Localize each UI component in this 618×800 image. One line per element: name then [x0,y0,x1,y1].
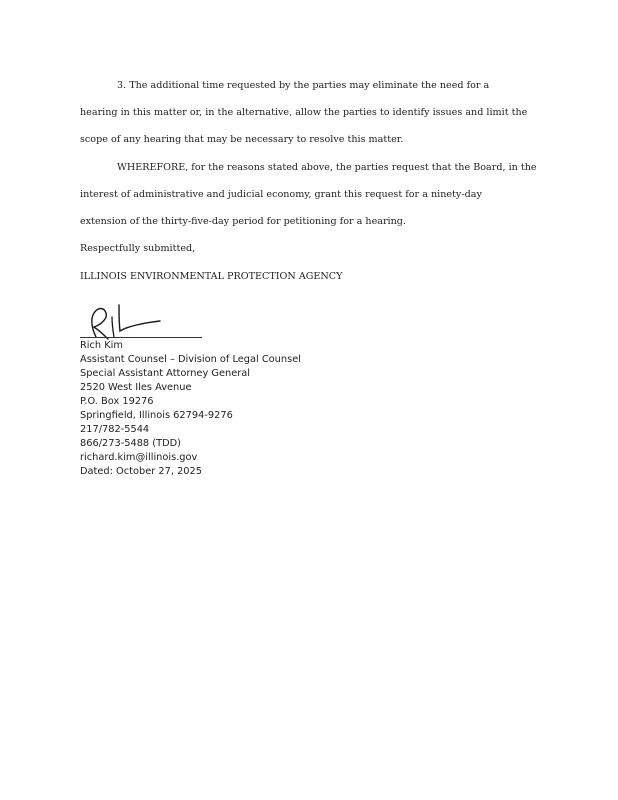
phone-number: 217/782-5544 [80,424,150,435]
wherefore-line-3: extension of the thirty-five-day period for petitioning for a hearing. [80,216,407,227]
email-address: richard.kim@illinois.gov [80,452,198,463]
signature-line [80,337,202,338]
signatory-role: Special Assistant Attorney General [80,368,250,379]
closing-salutation: Respectfully submitted, [80,243,196,254]
signatory-title: Assistant Counsel – Division of Legal Counsel [80,354,301,365]
agency-name: ILLINOIS ENVIRONMENTAL PROTECTION AGENCY [80,271,343,282]
paragraph-3-line-2: hearing in this matter or, in the alternative, allow the parties to identify issues and limit the [80,107,528,118]
address-po-box: P.O. Box 19276 [80,396,154,407]
address-city: Springfield, Illinois 62794-9276 [80,410,233,421]
wherefore-line-2: interest of administrative and judicial economy, grant this request for a ninety-day [80,189,482,200]
paragraph-3-line-1: 3. The additional time requested by the parties may eliminate the need for a [117,80,490,91]
address-street: 2520 West Iles Avenue [80,382,192,393]
paragraph-3-line-3: scope of any hearing that may be necessary to resolve this matter. [80,134,404,145]
wherefore-line-1: WHEREFORE, for the reasons stated above, the parties request that the Board, in the [117,162,537,173]
tdd-number: 866/273-5488 (TDD) [80,438,181,449]
signatory-name: Rich Kim [80,340,123,351]
date-line: Dated: October 27, 2025 [80,466,202,477]
handwritten-signature [86,301,166,341]
